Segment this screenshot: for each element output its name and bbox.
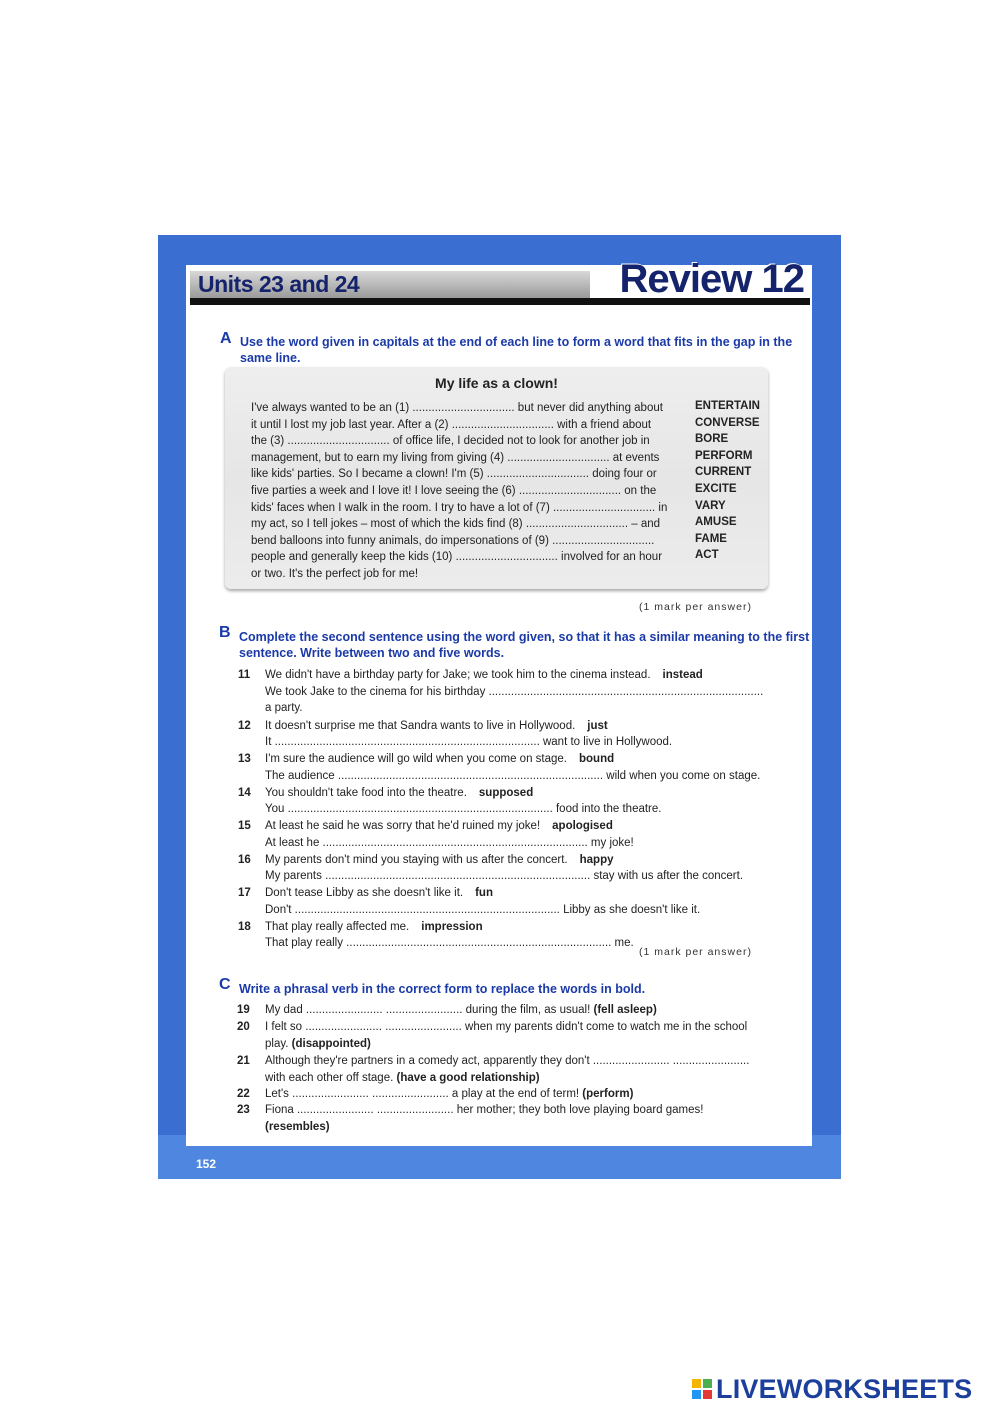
capital-word: AMUSE [695, 516, 737, 529]
section-b-marks: (1 mark per answer) [639, 946, 752, 958]
question-number: 23 [237, 1104, 250, 1116]
bold-hint: (disappointed) [291, 1037, 371, 1050]
question-sentence [265, 753, 614, 765]
key-word: supposed [478, 786, 534, 799]
bold-hint: (have a good relationship) [396, 1071, 540, 1084]
question-number: 19 [237, 1004, 250, 1016]
answer-line[interactable]: My parents ................................................................................... stay with us after the concert. [265, 870, 744, 882]
question-number: 14 [238, 786, 251, 799]
phrasal-verb-line[interactable] [265, 1021, 747, 1033]
question-sentence [265, 887, 493, 899]
answer-continuation: a party. [265, 702, 303, 714]
capital-word: ACT [695, 549, 719, 562]
line-text: Fiona ........................ ........................ her mother; they both love playing board games! [265, 1104, 704, 1116]
answer-line[interactable]: Don't ................................................................................... Libby as she doesn't like it. [265, 903, 701, 916]
answer-line[interactable]: You ................................................................................... food into the theatre. [265, 803, 662, 815]
story-title: My life as a clown! [435, 375, 558, 391]
line-text: Although they're partners in a comedy act, apparently they don't ........................ ........................ [265, 1055, 750, 1067]
question-sentence [265, 787, 533, 799]
line-text: play. [265, 1037, 292, 1050]
question-number: 21 [237, 1055, 250, 1067]
story-line: kids' faces when I walk in the room. I try to have a lot of (7) ................................ in [251, 501, 668, 514]
sentence-text: At least he said he was sorry that he'd ruined my joke! [265, 820, 541, 832]
section-a-letter: A [220, 330, 232, 347]
capital-word: EXCITE [695, 483, 737, 495]
question-number: 12 [238, 719, 251, 732]
capital-word: CURRENT [695, 466, 752, 479]
key-word: impression [421, 920, 483, 933]
sentence-text: It doesn't surprise me that Sandra wants to live in Hollywood. [265, 719, 576, 732]
question-number: 16 [238, 853, 251, 866]
liveworksheets-logo [692, 1373, 972, 1405]
answer-line[interactable]: We took Jake to the cinema for his birthday ...................................................................................... [265, 685, 764, 698]
phrasal-verb-line[interactable] [265, 1004, 657, 1016]
question-sentence [265, 720, 608, 732]
answer-line[interactable]: The audience ................................................................................... wild when you come on stage. [265, 769, 761, 782]
question-sentence [265, 921, 483, 933]
review-title: Review 12 [619, 257, 804, 301]
logo-grid-icon [692, 1379, 712, 1399]
sentence-text: I'm sure the audience will go wild when you come on stage. [265, 753, 567, 765]
line-text: Let's ........................ ........................ a play at the end of term! [265, 1088, 583, 1100]
header-band [190, 257, 810, 305]
key-word: fun [475, 887, 493, 899]
capital-word: FAME [695, 532, 727, 545]
story-line: people and generally keep the kids (10) ................................ involved for an hour [251, 551, 663, 564]
story-line: like kids' parties. So I became a clown! I'm (5) ................................ doing four or [251, 468, 657, 481]
story-line: management, but to earn my living from giving (4) ................................ at events [251, 451, 660, 464]
question-number: 20 [237, 1021, 250, 1033]
capital-word: PERFORM [695, 449, 753, 462]
key-word: apologised [552, 820, 613, 832]
phrasal-verb-line-continuation [265, 1072, 540, 1084]
story-line: five parties a week and I love it! I love seeing the (6) ................................ on the [251, 485, 657, 497]
question-number: 18 [238, 920, 251, 933]
phrasal-verb-line[interactable] [265, 1088, 633, 1100]
sentence-text: My parents don't mind you staying with us after the concert. [265, 853, 568, 866]
question-sentence [265, 669, 703, 681]
section-b-instruction-2: sentence. Write between two and five words. [239, 646, 505, 660]
question-sentence [265, 820, 613, 832]
line-text: I felt so ........................ ........................ when my parents didn't come to watch me in the school [265, 1021, 748, 1033]
section-a-instruction-1: Use the word given in capitals at the end of each line to form a word that fits in the gap in the [240, 335, 793, 349]
phrasal-verb-line[interactable] [265, 1055, 749, 1067]
story-line: bend balloons into funny animals, do impersonations of (9) ................................ [251, 534, 655, 547]
section-a-marks: (1 mark per answer) [639, 601, 752, 613]
phrasal-verb-line-continuation [265, 1121, 330, 1133]
section-a-instruction-2: same line. [240, 351, 301, 365]
capital-word: BORE [695, 433, 729, 446]
question-number: 15 [238, 820, 251, 832]
units-title: Units 23 and 24 [198, 271, 360, 297]
bold-hint: (perform) [582, 1088, 634, 1100]
section-c-letter: C [219, 976, 231, 993]
line-text: My dad ........................ ........................ during the film, as usual! [265, 1004, 594, 1016]
bold-hint: (fell asleep) [593, 1004, 657, 1016]
answer-line[interactable]: It ................................................................................... want to live in Hollywood. [265, 736, 673, 748]
line-text: with each other off stage. [265, 1071, 397, 1084]
section-c-instruction: Write a phrasal verb in the correct form to replace the words in bold. [239, 982, 646, 996]
story-line: it until I lost my job last year. After a (2) ................................ with a friend about [251, 418, 652, 431]
sentence-text: That play really affected me. [265, 920, 410, 933]
sentence-text: You shouldn't take food into the theatre. [265, 786, 467, 799]
phrasal-verb-line-continuation [265, 1038, 371, 1050]
story-line: my act, so I tell jokes – most of which the kids find (8) ................................ – and [251, 518, 661, 531]
page-number: 152 [196, 1157, 217, 1171]
logo-text: LIVEWORKSHEETS [716, 1373, 973, 1404]
sentence-text: We didn't have a birthday party for Jake; we took him to the cinema instead. [265, 669, 651, 681]
bold-hint: (resembles) [265, 1120, 330, 1133]
answer-line[interactable]: That play really ................................................................................... me. [265, 937, 634, 949]
story-line: I've always wanted to be an (1) ................................ but never did anything about [251, 402, 663, 414]
key-word: instead [662, 669, 703, 681]
question-number: 22 [237, 1088, 250, 1100]
sentence-text: Don't tease Libby as she doesn't like it. [265, 887, 464, 899]
question-sentence [265, 854, 614, 866]
capital-word: CONVERSE [695, 416, 760, 429]
key-word: bound [579, 753, 615, 765]
story-paper [225, 367, 768, 589]
key-word: happy [579, 853, 614, 866]
section-b-letter: B [219, 624, 231, 641]
section-b-instruction-1: Complete the second sentence using the word given, so that it has a similar meaning to the first [239, 630, 810, 644]
story-line: or two. It's the perfect job for me! [251, 568, 419, 580]
phrasal-verb-line[interactable] [265, 1104, 703, 1116]
question-number: 11 [238, 669, 251, 681]
question-number: 13 [238, 753, 251, 765]
question-number: 17 [238, 887, 251, 899]
capital-word: VARY [695, 499, 726, 512]
key-word: just [587, 719, 608, 732]
capital-word: ENTERTAIN [695, 400, 760, 412]
answer-line[interactable]: At least he ................................................................................... my joke! [265, 836, 634, 849]
story-line: the (3) ................................ of office life, I decided not to look for another job in [251, 435, 650, 448]
